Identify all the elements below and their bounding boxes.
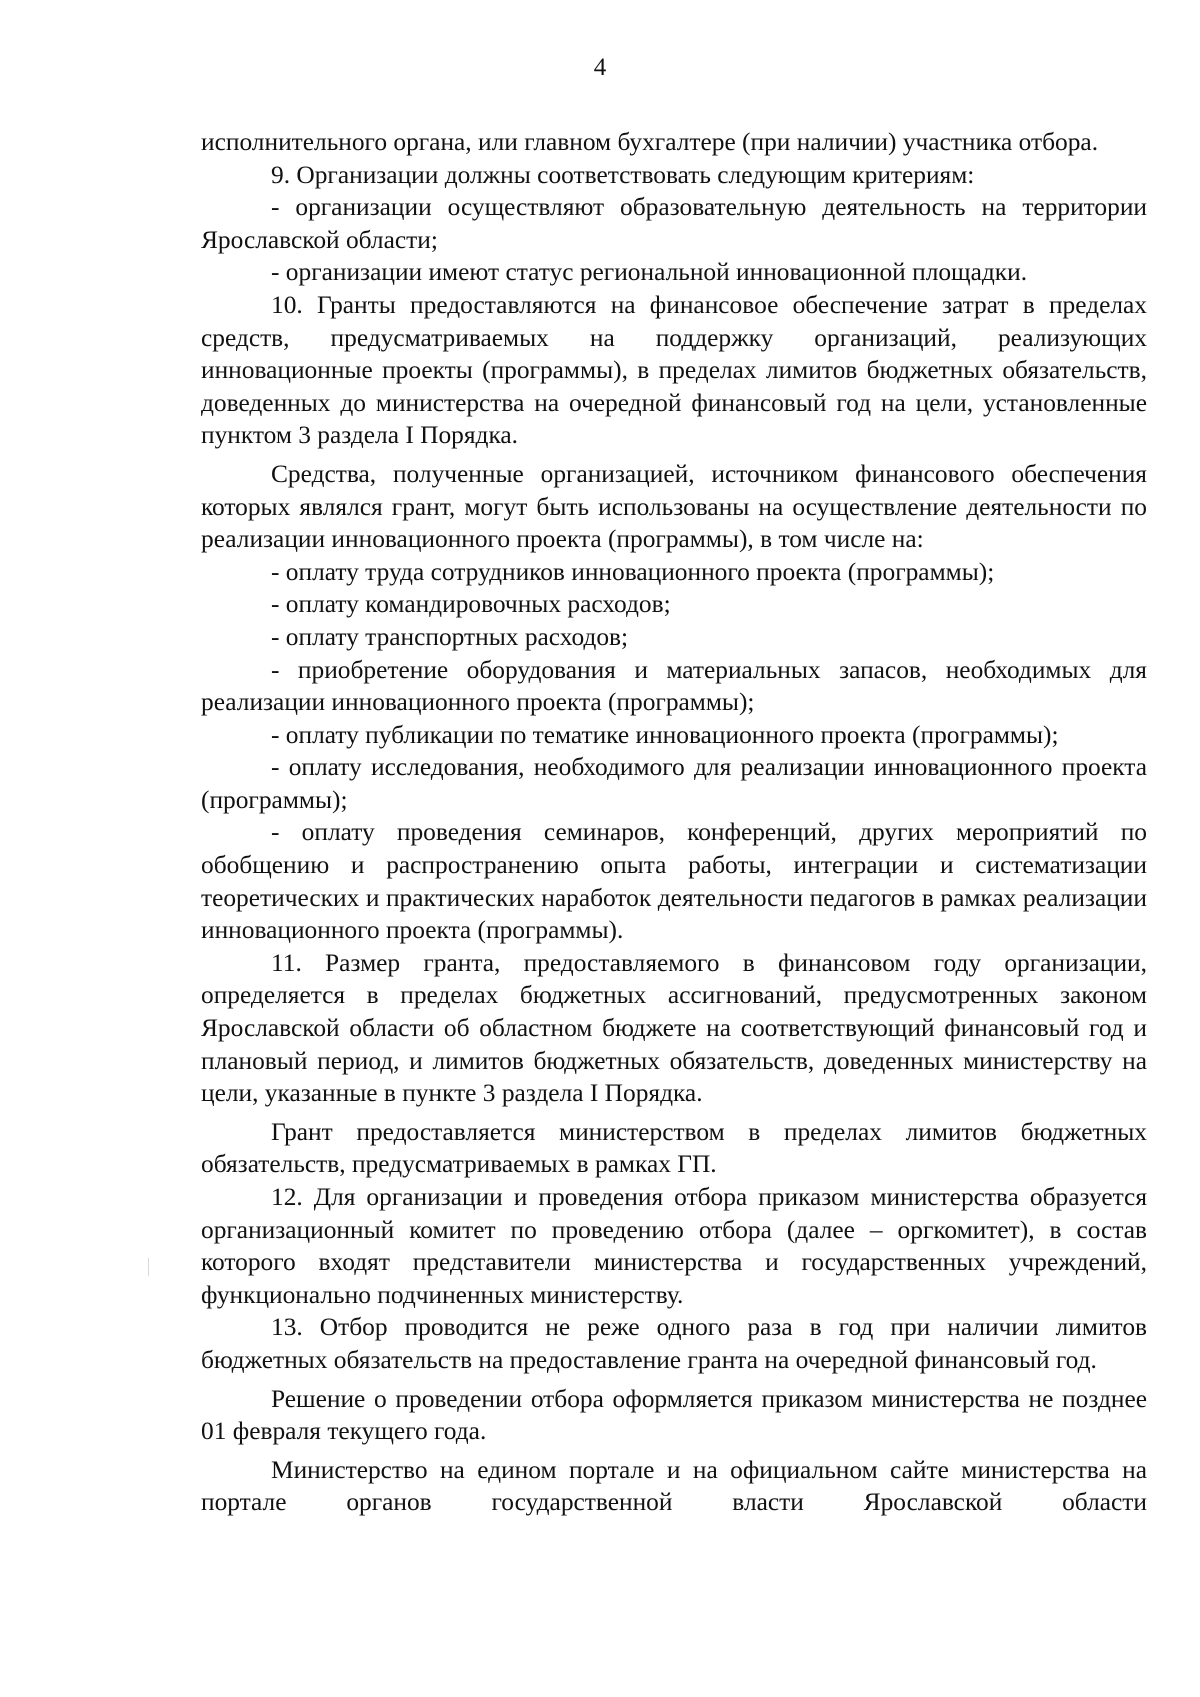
paragraph-selection-decision: Решение о проведении отбора оформляется приказом министерства не позднее 01 февраля текущего года. (201, 1384, 1147, 1446)
paragraph-item-13: 13. Отбор проводится не реже одного раза в год при наличии лимитов бюджетных обязательств на предоставление гранта на очередной финансовый год. (201, 1313, 1147, 1374)
expense-item-2: - оплату командировочных расходов; (271, 590, 671, 619)
expense-item-6: - оплату исследования, необходимого для реализации инновационного проекта (программы); (201, 753, 1147, 814)
page-number: 4 (593, 54, 607, 81)
paragraph-item-11: 11. Размер гранта, предоставляемого в финансовом году организации, определяется в пределах бюджетных ассигнований, предусмотренных законом Ярославской области об областном бюджете на соответствующий финансовый год и плановый период, и лимитов бюджетных обязательств, доведенных министерству на цели, указанные в пункте 3 раздела I Порядка. (201, 948, 1147, 1108)
expense-item-4: - приобретение оборудования и материальных запасов, необходимых для реализации инновационного проекта (программы); (201, 655, 1147, 717)
expense-item-5: - оплату публикации по тематике инновационного проекта (программы); (271, 720, 1059, 749)
paragraph-item-10: 10. Гранты предоставляются на финансовое обеспечение затрат в пределах средств, предусматриваемых на поддержку организаций, реализующих инновационные проекты (программы), в пределах лимитов бюджетных обязательств, доведенных до министерства на очередной финансовый год на цели, установленные пунктом 3 раздела I Порядка. (201, 290, 1147, 450)
criteria-item-2: - организации имеют статус региональной инновационной площадки. (271, 258, 1028, 287)
expense-item-3: - оплату транспортных расходов; (271, 622, 629, 651)
expense-item-1: - оплату труда сотрудников инновационного проекта (программы); (271, 557, 995, 586)
scan-mark (148, 1258, 149, 1276)
paragraph-continuation: исполнительного органа, или главном бухгалтере (при наличии) участника отбора. (201, 128, 1099, 156)
expense-item-7: - оплату проведения семинаров, конференций, других мероприятий по обобщению и распространению опыта работы, интеграции и систематизации теоретических и практических наработок деятельности педагогов в рамках реализации инновационного проекта (программы). (201, 818, 1147, 945)
criteria-item-1: - организации осуществляют образовательную деятельность на территории Ярославской области; (201, 193, 1147, 254)
document-body (201, 126, 1147, 1519)
paragraph-grant-provision: Грант предоставляется министерством в пределах лимитов бюджетных обязательств, предусматриваемых в рамках ГП. (201, 1117, 1147, 1179)
paragraph-item-12: 12. Для организации и проведения отбора приказом министерства образуется организационный комитет по проведению отбора (далее – оргкомитет), в состав которого входят представители министерства и государственных учреждений, функционально подчиненных министерству. (201, 1183, 1147, 1309)
paragraph-item-9: 9. Организации должны соответствовать следующим критериям: (271, 160, 975, 189)
paragraph-ministry-portal: Министерство на едином портале и на официальном сайте министерства на портале органов государственной власти Ярославской области (201, 1455, 1147, 1517)
paragraph-funds-usage: Средства, полученные организацией, источником финансового обеспечения которых являлся грант, могут быть использованы на осуществление деятельности по реализации инновационного проекта (программы), в том числе на: (201, 459, 1147, 554)
